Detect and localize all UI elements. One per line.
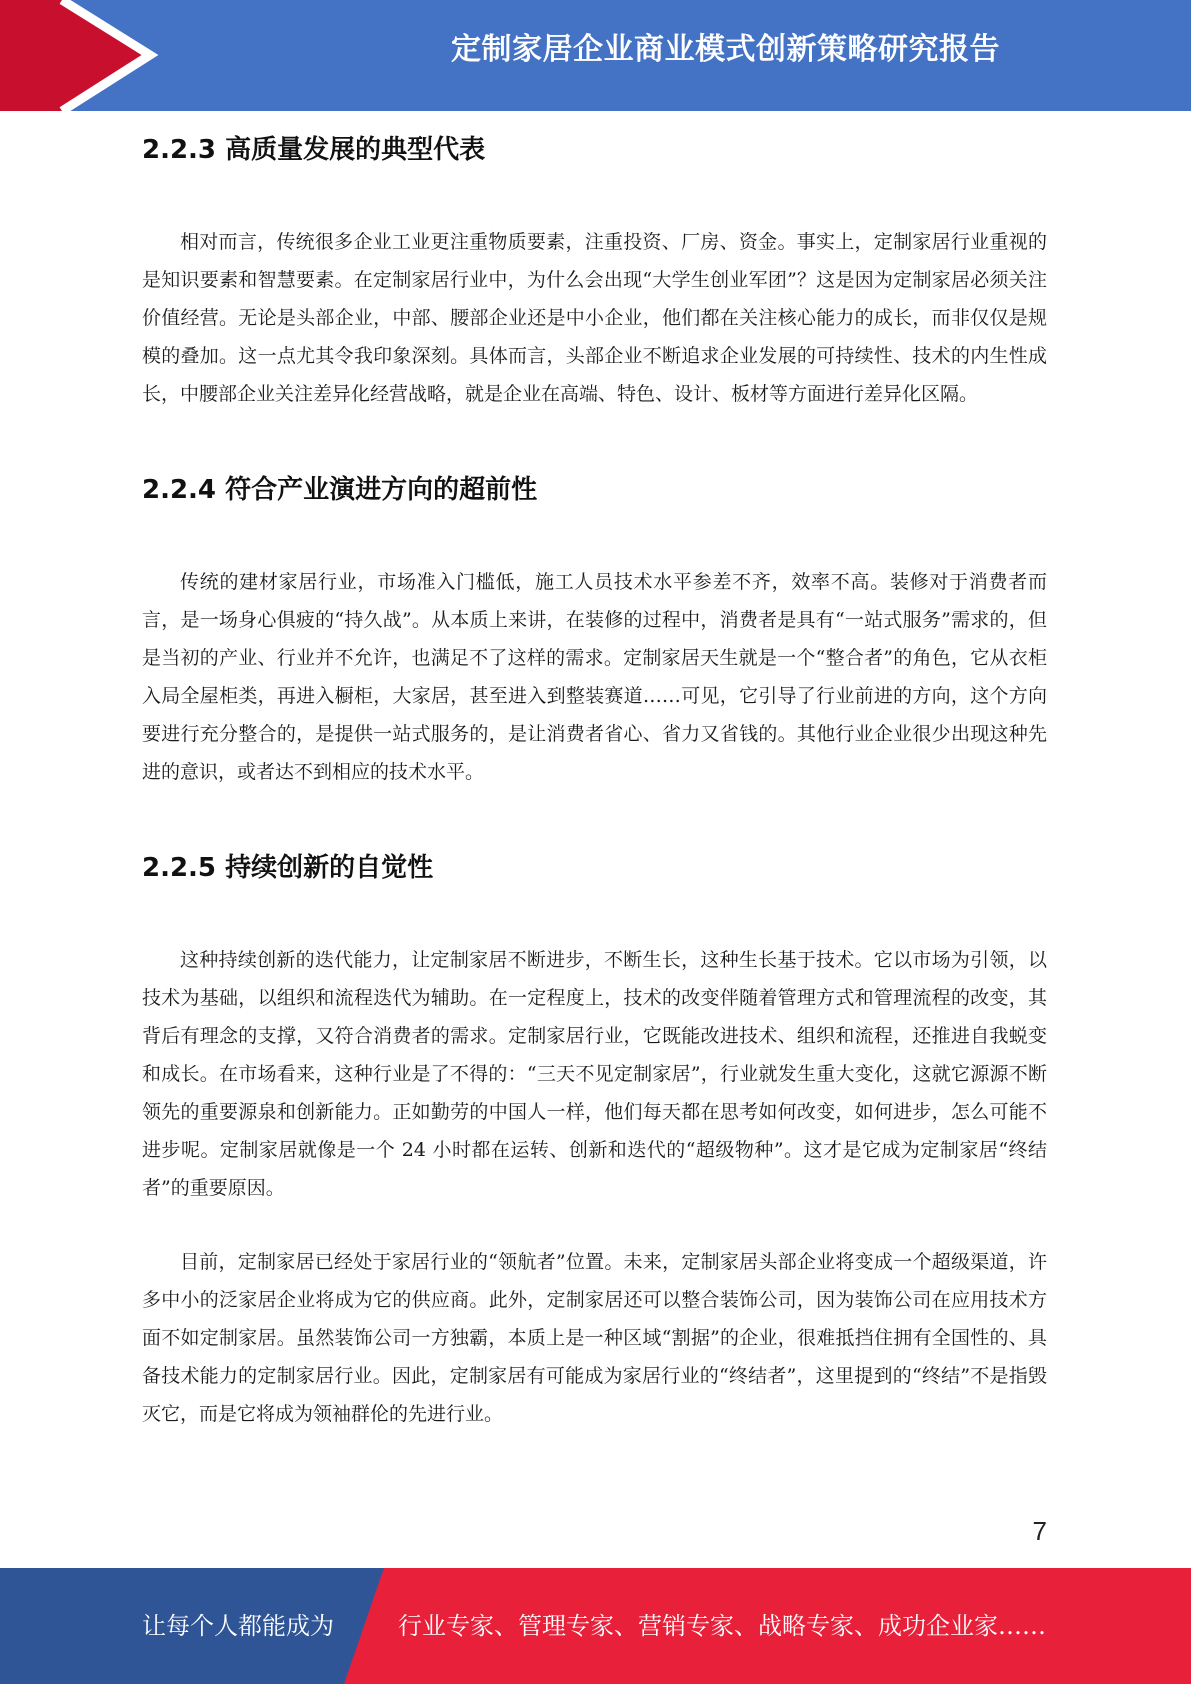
page-content [142, 118, 1047, 1433]
section-2-2-5-paragraph-2: 目前，定制家居已经处于家居行业的“领航者”位置。未来，定制家居头部企业将变成一个超级渠道，许多中小的泛家居企业将成为它的供应商。此外，定制家居还可以整合装饰公司，因为装饰公司在应用技术方面不如定制家居。虽然装饰公司一方独霸，本质上是一种区域“割据”的企业，很难抵挡住拥有全国性的、具备技术能力的定制家居行业。因此，定制家居有可能成为家居行业的“终结者”，这里提到的“终结”不是指毁灭它，而是它将成为领袖群伦的先进行业。 [142, 1251, 1047, 1425]
section-2-2-5-paragraph-1: 这种持续创新的迭代能力，让定制家居不断进步，不断生长，这种生长基于技术。它以市场为引领，以技术为基础，以组织和流程迭代为辅助。在一定程度上，技术的改变伴随着管理方式和管理流程的改变，其背后有理念的支撑，又符合消费者的需求。定制家居行业，它既能改进技术、组织和流程，还推进自我蜕变和成长。在市场看来，这种行业是了不得的：“三天不见定制家居”，行业就发生重大变化，这就它源源不断领先的重要源泉和创新能力。正如勤劳的中国人一样，他们每天都在思考如何改变，如何进步，怎么可能不进步呢。定制家居就像是一个 24 小时都在运转、创新和迭代的“超级物种”。这才是它成为定制家居“终结者”的重要原因。 [142, 949, 1047, 1199]
section-2-2-3-paragraph: 相对而言，传统很多企业工业更注重物质要素，注重投资、厂房、资金。事实上，定制家居行业重视的是知识要素和智慧要素。在定制家居行业中，为什么会出现“大学生创业军团”？这是因为定制家居必须关注价值经营。无论是头部企业，中部、腰部企业还是中小企业，他们都在关注核心能力的成长，而非仅仅是规模的叠加。这一点尤其令我印象深刻。具体而言，头部企业不断追求企业发展的可持续性、技术的内生性成长，中腰部企业关注差异化经营战略，就是企业在高端、特色、设计、板材等方面进行差异化区隔。 [142, 231, 1047, 405]
section-2-2-4-paragraph: 传统的建材家居行业，市场准入门槛低，施工人员技术水平参差不齐，效率不高。装修对于消费者而言，是一场身心俱疲的“持久战”。从本质上来讲，在装修的过程中，消费者是具有“一站式服务”需求的，但是当初的产业、行业并不允许，也满足不了这样的需求。定制家居天生就是一个“整合者”的角色，它从衣柜入局全屋柜类，再进入橱柜，大家居，甚至进入到整装赛道……可见，它引导了行业前进的方向，这个方向要进行充分整合的，是提供一站式服务的，是让消费者省心、省力又省钱的。其他行业企业很少出现这种先进的意识，或者达不到相应的技术水平。 [142, 571, 1047, 783]
report-title: 定制家居企业商业模式创新策略研究报告 [451, 32, 1000, 67]
footer-slogan-right: 行业专家、管理专家、营销专家、战略专家、成功企业家…… [398, 1612, 1046, 1640]
page-footer [0, 1568, 1191, 1684]
page-header [0, 0, 1191, 111]
section-heading-2-2-4: 2.2.4 符合产业演进方向的超前性 [142, 475, 538, 505]
section-heading-2-2-5: 2.2.5 持续创新的自觉性 [142, 853, 434, 883]
footer-slogan-left: 让每个人都能成为 [142, 1612, 334, 1640]
section-heading-2-2-3: 2.2.3 高质量发展的典型代表 [142, 135, 486, 165]
page-number: 7 [1032, 1516, 1047, 1546]
